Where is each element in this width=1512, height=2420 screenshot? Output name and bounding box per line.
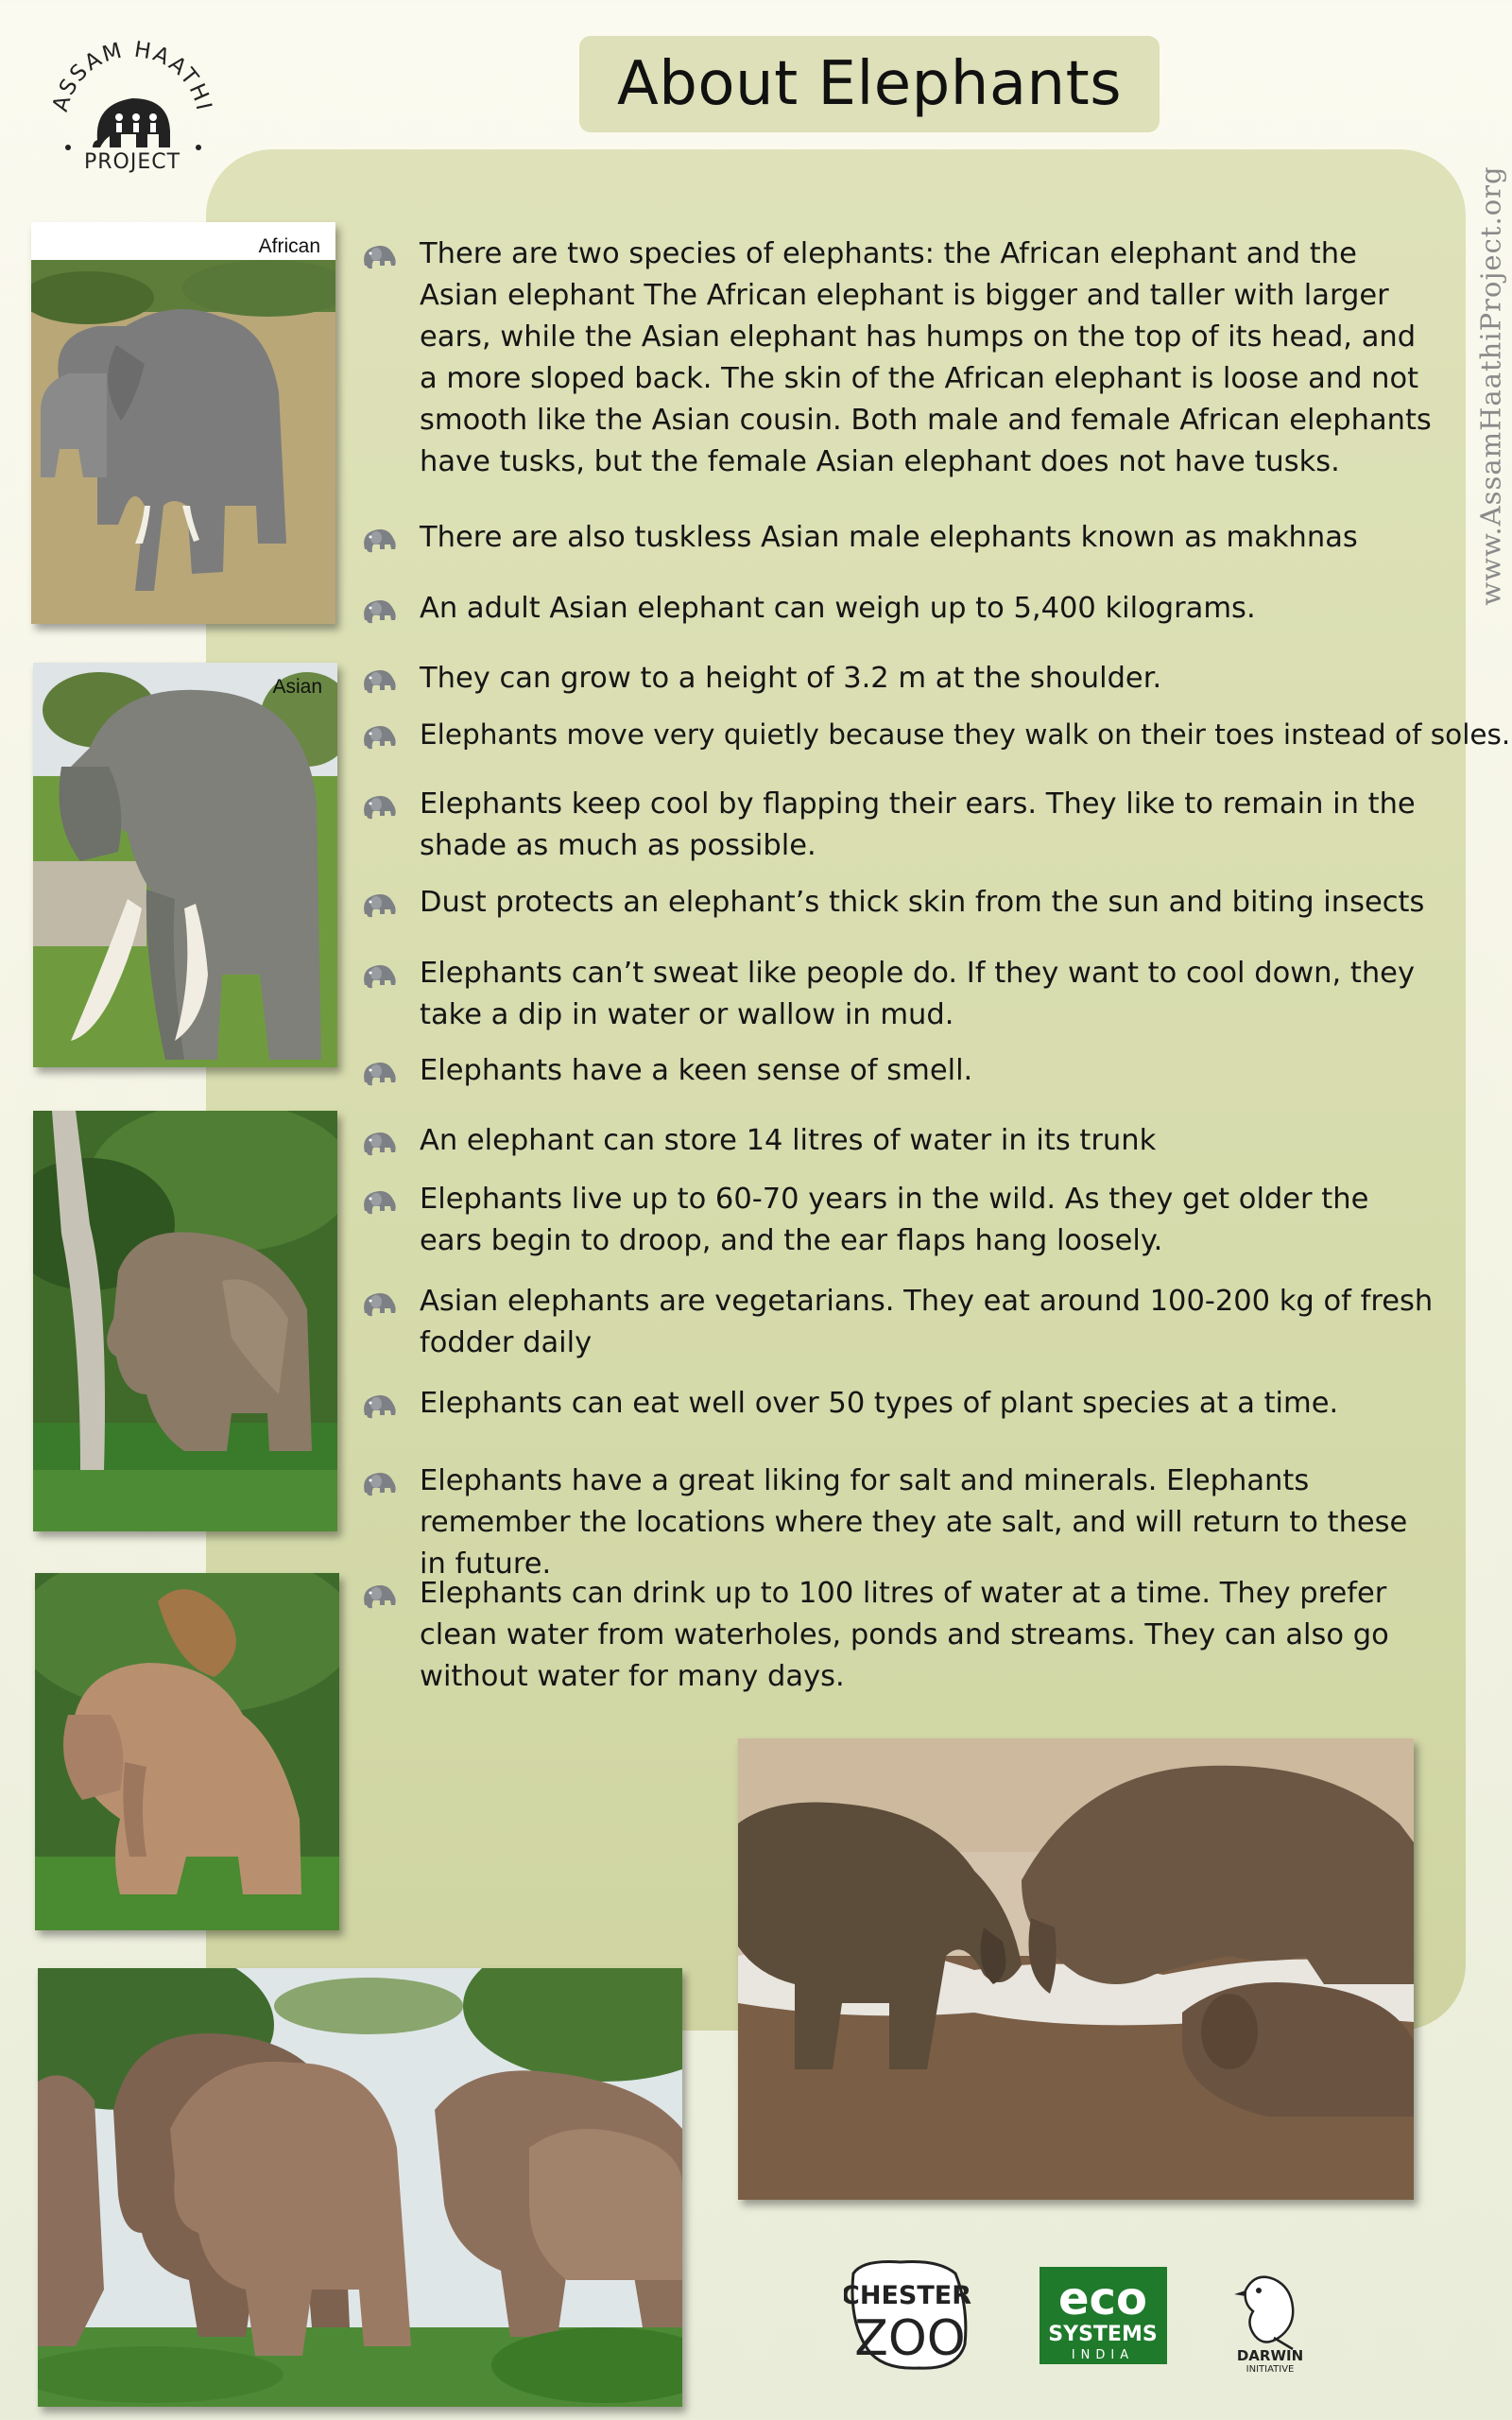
fact-item <box>359 1281 1436 1364</box>
fact-item <box>359 784 1436 867</box>
eco-text: eco <box>1058 2273 1147 2325</box>
elephants-water-photo <box>738 1738 1414 2200</box>
fact-text: There are two species of elephants: the African elephant and the Asian elephant The African elephant is bigger and taller with larger ears, while the Asian elephant has humps on the top of its head, and a more sloped back. The skin of the African elephant is loose and not smooth like the Asian cousin. Both male and female African elephants have tusks, but the female Asian elephant does not have tusks. <box>420 237 1432 478</box>
chester-text: CHESTER <box>844 2281 971 2310</box>
elephant-bullet-icon <box>359 1128 401 1158</box>
fact-text: There are also tuskless Asian male elephants known as makhnas <box>420 521 1358 554</box>
fact-text: Elephants can drink up to 100 litres of water at a time. They prefer clean water from waterholes, ponds and streams. They can also go without water for many days. <box>420 1577 1389 1693</box>
fact-item <box>359 233 1436 483</box>
forest-elephant-photo <box>33 1111 337 1531</box>
page-title: About Elephants <box>616 49 1123 119</box>
elephant-logo-icon <box>93 98 170 147</box>
india-text: INDIA <box>1071 2348 1135 2362</box>
chester-zoo-logo <box>844 2255 971 2373</box>
elephant-bullet-icon <box>359 1391 401 1421</box>
initiative-text: INITIATIVE <box>1246 2364 1295 2374</box>
elephant-bullet-icon <box>359 890 401 920</box>
elephant-bullet-icon <box>359 596 401 626</box>
elephant-bullet-icon <box>359 1288 401 1319</box>
darwin-initiative-logo <box>1227 2262 1314 2374</box>
ecosystems-india-logo <box>1040 2267 1167 2364</box>
svg-text:ASSAM HAATHI: ASSAM HAATHI <box>48 37 216 114</box>
fact-text: Elephants keep cool by flapping their ears. They like to remain in the shade as much as possible. <box>420 787 1416 862</box>
elephant-bullet-icon <box>359 960 401 991</box>
assam-haathi-logo <box>45 36 220 178</box>
african-label: African <box>258 235 320 257</box>
asian-elephant-photo <box>33 663 337 1067</box>
fact-text: An elephant can store 14 litres of water in its trunk <box>420 1124 1157 1157</box>
elephant-bullet-icon <box>359 1468 401 1498</box>
elephant-bullet-icon <box>359 1186 401 1217</box>
fact-item <box>359 1461 1436 1585</box>
fact-item <box>359 1573 1436 1698</box>
fact-text: Elephants have a keen sense of smell. <box>420 1054 973 1087</box>
elephant-herd-photo <box>38 1968 682 2407</box>
fact-item <box>359 882 1436 924</box>
elephant-bullet-icon <box>359 1581 401 1611</box>
fact-item <box>359 1179 1436 1262</box>
asian-label: Asian <box>272 676 322 698</box>
fact-text: Elephants can eat well over 50 types of plant species at a time. <box>420 1387 1339 1420</box>
fact-text: Elephants live up to 60-70 years in the wild. As they get older the ears begin to droop, and the ear flaps hang loosely. <box>420 1183 1369 1257</box>
fact-text: Elephants can’t sweat like people do. If they want to cool down, they take a dip in water or wallow in mud. <box>420 957 1415 1031</box>
systems-text: SYSTEMS <box>1048 2323 1158 2346</box>
fact-item <box>359 517 1436 559</box>
fact-text: Elephants move very quietly because they walk on their toes instead of soles. <box>420 718 1511 751</box>
african-elephant-photo <box>31 222 335 624</box>
fact-text: They can grow to a height of 3.2 m at the shoulder. <box>420 662 1162 695</box>
website-url: www.AssamHaathiProject.org <box>1475 165 1507 606</box>
fact-item <box>359 714 1511 755</box>
elephant-bullet-icon <box>359 721 401 752</box>
fact-item <box>359 1383 1436 1425</box>
fact-text: Asian elephants are vegetarians. They eat around 100-200 kg of fresh fodder daily <box>420 1285 1434 1359</box>
fact-item <box>359 1050 1436 1092</box>
elephant-bullet-icon <box>359 1058 401 1088</box>
fact-text: An adult Asian elephant can weigh up to 5,400 kilograms. <box>420 592 1256 625</box>
fact-text: Dust protects an elephant’s thick skin from the sun and biting insects <box>420 886 1425 919</box>
fact-item <box>359 1120 1436 1162</box>
fact-item <box>359 588 1436 630</box>
elephant-bullet-icon <box>359 525 401 555</box>
elephant-bullet-icon <box>359 666 401 696</box>
svg-text:PROJECT: PROJECT <box>83 150 181 174</box>
fact-item <box>359 658 1436 700</box>
elephant-bullet-icon <box>359 791 401 821</box>
fact-text: Elephants have a great liking for salt and minerals. Elephants remember the locations where they ate salt, and will return to these in future. <box>420 1464 1408 1581</box>
zoo-text: ZOO <box>854 2310 966 2367</box>
dusting-elephant-photo <box>35 1573 339 1930</box>
fact-item <box>359 953 1436 1036</box>
elephant-bullet-icon <box>359 241 401 271</box>
title-box <box>579 36 1160 132</box>
darwin-text: DARWIN <box>1236 2347 1304 2364</box>
